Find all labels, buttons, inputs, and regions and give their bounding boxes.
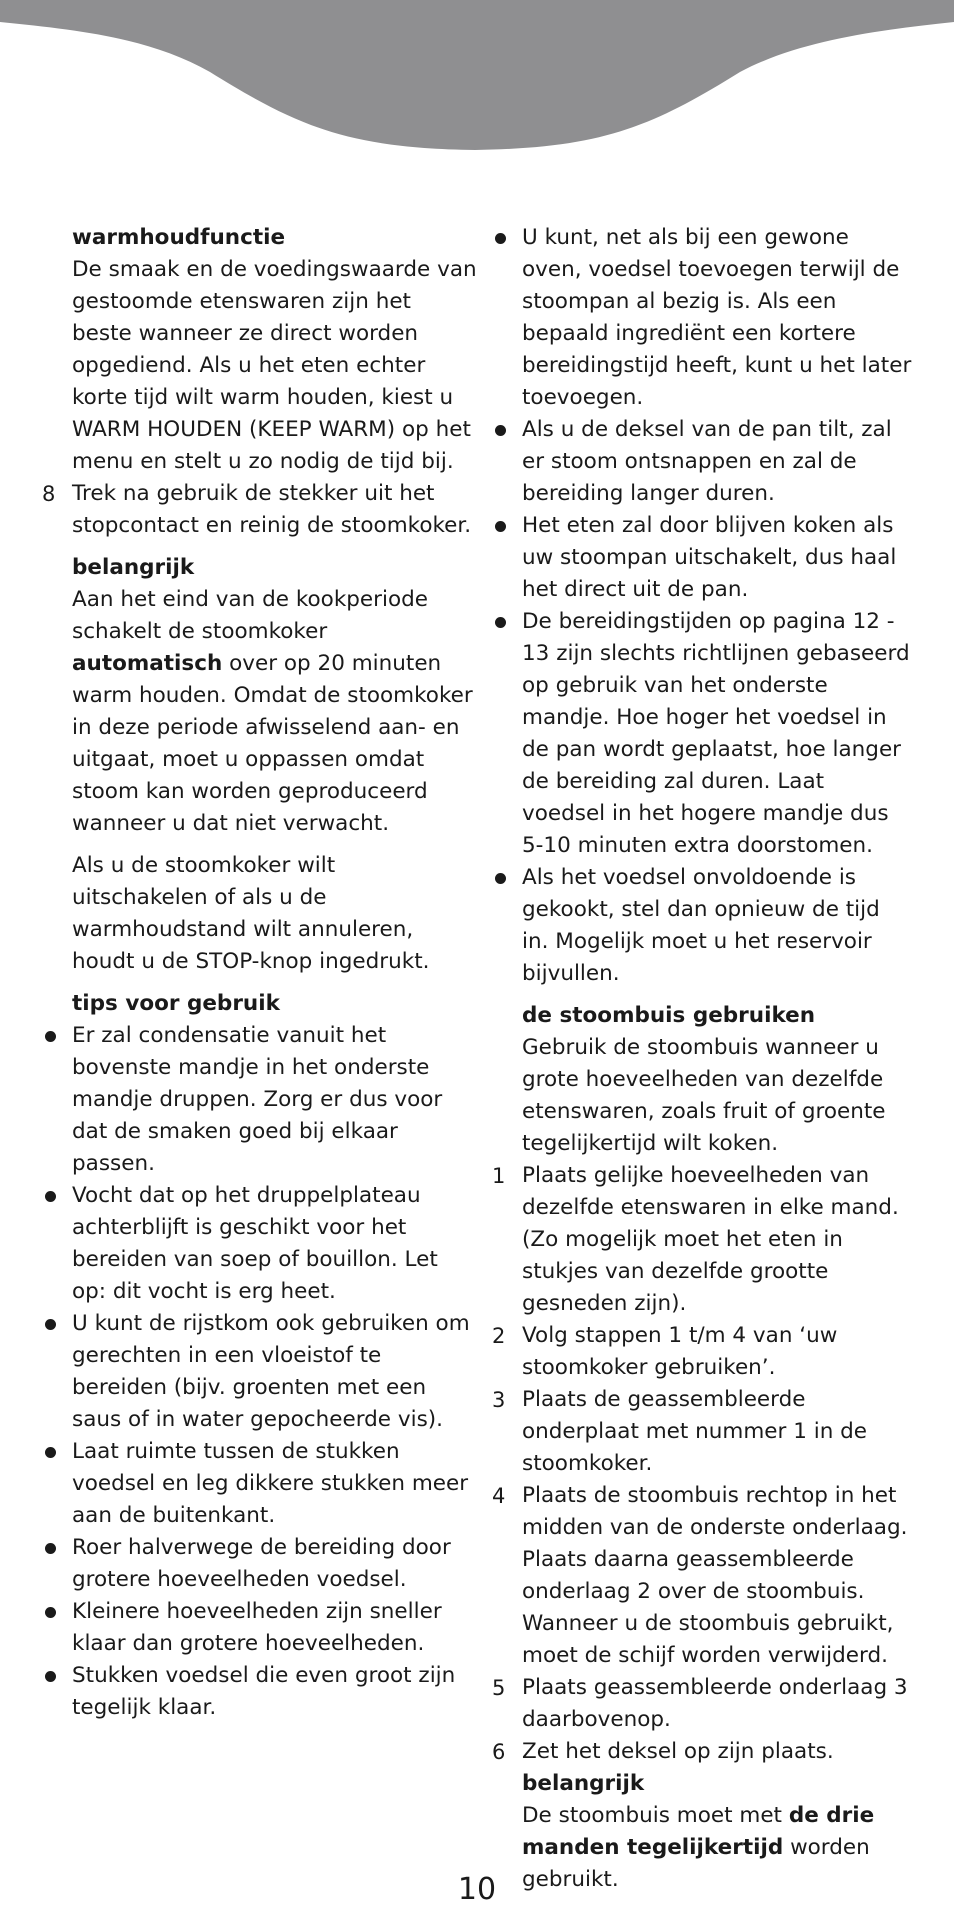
steam-tube-intro: Gebruik de stoombuis wanneer u grote hoeveelheden van dezelfde etenswaren, zoals fruit of groente tegelijkertijd wilt koken.	[522, 1035, 886, 1156]
tip-item	[492, 414, 912, 510]
auto-warm-text-pre: Aan het eind van de kookperiode schakelt de stoomkoker	[72, 587, 428, 644]
step-text: Plaats de stoombuis rechtop in het midden van de onderste onderlaag. Plaats daarna geassembleerde onderlaag 2 over de stoombuis. Wanneer u de stoombuis gebruikt, moet de schijf worden verwijderd.	[522, 1483, 908, 1668]
tip-item	[42, 1436, 477, 1532]
bullet-icon	[42, 1532, 68, 1564]
steam-tube-step	[492, 1480, 912, 1672]
tip-text: Roer halverwege de bereiding door grotere hoeveelheden voedsel.	[72, 1535, 451, 1592]
step-8	[42, 478, 477, 542]
bullet-icon	[42, 1308, 68, 1340]
page-number: 10	[457, 1872, 497, 1907]
steam-tube-step	[492, 1320, 912, 1384]
tip-item	[492, 606, 912, 862]
tip-text: Als u de deksel van de pan tilt, zal er stoom ontsnappen en zal de bereiding langer duren.	[522, 417, 892, 506]
bullet-icon	[42, 1436, 68, 1468]
tip-text: U kunt, net als bij een gewone oven, voedsel toevoegen terwijl de stoompan al bezig is. Als een bepaald ingrediënt een kortere bereidingstijd heeft, kunt u het later toevoegen.	[522, 225, 912, 410]
tip-item	[492, 510, 912, 606]
bullet-icon	[492, 414, 518, 446]
bullet-icon	[492, 510, 518, 542]
tip-item	[492, 862, 912, 990]
tip-item	[42, 1532, 477, 1596]
bullet-icon	[492, 222, 518, 254]
tip-text: Kleinere hoeveelheden zijn sneller klaar dan grotere hoeveelheden.	[72, 1599, 442, 1656]
tip-text: Als het voedsel onvoldoende is gekookt, stel dan opnieuw de tijd in. Mogelijk moet u het reservoir bijvullen.	[522, 865, 880, 986]
step-number: 5	[492, 1676, 506, 1700]
important-text-post: worden gebruikt.	[522, 1835, 870, 1892]
step-number: 1	[492, 1164, 506, 1188]
step-text: Volg stappen 1 t/m 4 van ‘uw stoomkoker gebruiken’.	[522, 1323, 838, 1380]
steam-tube-heading: de stoombuis gebruiken	[522, 1003, 816, 1028]
steam-tube-step	[492, 1736, 912, 1768]
important-text-bold: de drie manden tegelijkertijd	[522, 1803, 875, 1860]
auto-warm-bold: automatisch	[72, 651, 223, 676]
step-text: Zet het deksel op zijn plaats.	[522, 1739, 834, 1764]
important-text-pre: De stoombuis moet met	[522, 1803, 789, 1828]
tip-item	[42, 1020, 477, 1180]
step-number: 3	[492, 1388, 506, 1412]
tip-text: Laat ruimte tussen de stukken voedsel en leg dikkere stukken meer aan de buitenkant.	[72, 1439, 469, 1528]
tip-item	[42, 1596, 477, 1660]
tip-text: Stukken voedsel die even groot zijn tegelijk klaar.	[72, 1663, 456, 1720]
tip-text: Er zal condensatie vanuit het bovenste mandje in het onderste mandje druppen. Zorg er dus voor dat de smaken goed bij elkaar passen.	[72, 1023, 443, 1176]
step-text: Plaats gelijke hoeveelheden van dezelfde etenswaren in elke mand. (Zo mogelijk moet het eten in stukjes van dezelfde grootte gesneden zijn).	[522, 1163, 899, 1316]
tip-item	[492, 222, 912, 414]
steam-tube-important-heading: belangrijk	[522, 1771, 645, 1796]
step-text: Plaats geassembleerde onderlaag 3 daarbovenop.	[522, 1675, 908, 1732]
steam-tube-step	[492, 1160, 912, 1320]
tip-item	[42, 1180, 477, 1308]
important-heading: belangrijk	[72, 555, 195, 580]
warm-keeping-heading: warmhoudfunctie	[72, 225, 286, 250]
step-number: 8	[42, 482, 56, 506]
step-text: Trek na gebruik de stekker uit het stopcontact en reinig de stoomkoker.	[72, 481, 472, 538]
bullet-icon	[42, 1660, 68, 1692]
auto-warm-text-post: over op 20 minuten warm houden. Omdat de stoomkoker in deze periode afwisselend aan- en uitgaat, moet u oppassen omdat stoom kan worden geproduceerd wanneer u dat niet verwacht.	[72, 651, 473, 836]
tip-text: De bereidingstijden op pagina 12 - 13 zijn slechts richtlijnen gebaseerd op gebruik van het onderste mandje. Hoe hoger het voedsel in de pan wordt geplaatst, hoe langer de bereiding zal duren. Laat voedsel in het hogere mandje dus 5-10 minuten extra doorstomen.	[522, 609, 910, 858]
step-number: 4	[492, 1484, 506, 1508]
wave-shape	[0, 0, 954, 150]
tips-heading: tips voor gebruik	[72, 991, 280, 1016]
tip-item	[42, 1660, 477, 1724]
bullet-icon	[492, 606, 518, 638]
bullet-icon	[42, 1180, 68, 1212]
steam-tube-step	[492, 1384, 912, 1480]
bullet-icon	[492, 862, 518, 894]
header-wave-decoration	[0, 0, 954, 160]
stop-button-paragraph: Als u de stoomkoker wilt uitschakelen of als u de warmhoudstand wilt annuleren, houdt u de STOP-knop ingedrukt.	[72, 853, 430, 974]
auto-warm-paragraph	[42, 584, 477, 840]
bullet-icon	[42, 1020, 68, 1052]
warm-keeping-text: De smaak en de voedingswaarde van gestoomde etenswaren zijn het beste wanneer ze direct worden opgediend. Als u het eten echter korte tijd wilt warm houden, kiest u WARM HOUDEN (KEEP WARM) op het menu en stelt u zo nodig de tijd bij.	[72, 257, 477, 474]
step-number: 2	[492, 1324, 506, 1348]
step-text: Plaats de geassembleerde onderplaat met nummer 1 in de stoomkoker.	[522, 1387, 868, 1476]
tip-text: Vocht dat op het druppelplateau achterblijft is geschikt voor het bereiden van soep of bouillon. Let op: dit vocht is erg heet.	[72, 1183, 438, 1304]
tip-text: Het eten zal door blijven koken als uw stoompan uitschakelt, dus haal het direct uit de pan.	[522, 513, 897, 602]
tip-text: U kunt de rijstkom ook gebruiken om gerechten in een vloeistof te bereiden (bijv. groenten met een saus of in water gepocheerde vis).	[72, 1311, 470, 1432]
tip-item	[42, 1308, 477, 1436]
steam-tube-step	[492, 1672, 912, 1736]
left-column	[42, 222, 477, 1724]
step-number: 6	[492, 1740, 506, 1764]
right-column	[492, 222, 912, 1896]
bullet-icon	[42, 1596, 68, 1628]
